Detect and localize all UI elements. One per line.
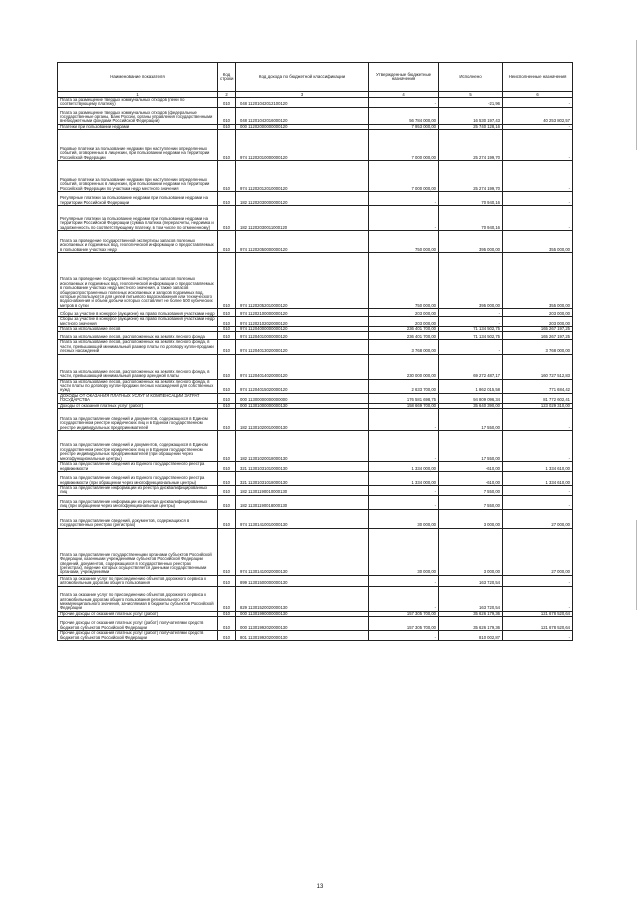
table-row	[58, 575, 573, 586]
header-executed: Исполнено	[439, 63, 503, 92]
row-executed: 70 940,16	[439, 192, 503, 206]
table-row	[58, 107, 573, 124]
table-row	[58, 130, 573, 161]
row-kbk: 974 11301410010000130	[236, 509, 369, 528]
row-unexecuted: 81 772 602,41	[503, 393, 573, 403]
row-executed: -	[439, 317, 503, 327]
row-code: 010	[218, 611, 236, 616]
row-kbk: 801 11301992020000130	[236, 631, 369, 641]
row-name: Регулярные платежи за пользование недрами при пользовании недрами на территории Российской Федерации	[58, 192, 218, 206]
row-executed: 25 274 199,70	[439, 161, 503, 192]
row-unexecuted: 165 267 197,25	[503, 332, 573, 340]
header-approved: Утвержденные бюджетные назначения	[369, 63, 439, 92]
row-name: Сборы за участие в конкурсе (аукционе) на право пользования участками недр местного значения	[58, 317, 218, 327]
row-approved: 7 000 000,00	[369, 161, 439, 192]
table-row	[58, 393, 573, 403]
table-row	[58, 206, 573, 231]
row-name: Плата за использование лесов, расположенных на землях лесного фонда	[58, 332, 218, 340]
row-approved: 1 334 000,00	[369, 462, 439, 472]
row-approved: 30 000,00	[369, 509, 439, 528]
row-code: 010	[218, 509, 236, 528]
row-approved: 7 953 000,00	[369, 124, 439, 129]
row-executed: 25 274 199,70	[439, 130, 503, 161]
header-unexecuted: Неисполненные назначения	[503, 63, 573, 92]
row-name: Плата за использование лесов, расположенных на землях лесного фонда, в части платы по договору купли-продажи лесных насаждений для собственных нужд	[58, 379, 218, 393]
table-row	[58, 485, 573, 495]
row-unexecuted: 165 267 197,25	[503, 327, 573, 332]
row-executed: 16 530 197,43	[439, 107, 503, 124]
row-executed: 7 550,00	[439, 495, 503, 509]
row-kbk: 974 11202102020000120	[236, 317, 369, 327]
row-approved: -	[369, 431, 439, 462]
row-code: 010	[218, 161, 236, 192]
row-code: 010	[218, 617, 236, 631]
page-number: 13	[316, 884, 324, 890]
row-name: Плата за использование лесов, расположенных на землях лесного фонда, в части, превышающей минимальный размер арендной платы	[58, 354, 218, 379]
table-header	[58, 63, 573, 98]
table-row	[58, 495, 573, 509]
row-executed: 35 640 390,00	[439, 403, 503, 408]
row-code: 010	[218, 403, 236, 408]
row-approved: 30 000,00	[369, 528, 439, 575]
row-kbk: 048 11201042012100120	[236, 98, 369, 108]
row-code: 010	[218, 528, 236, 575]
row-name: Плата за предоставление государственными органами субъектов Российской Федерации, казенными учреждениями субъектов Российской Федерации сведений, документов, содержащихся в государственных реестрах (регистрах), ведение которых осуществляется данными государственными органами, учреждениями	[58, 528, 218, 575]
row-kbk: 974 11202052010000120	[236, 253, 369, 309]
row-unexecuted: -	[503, 495, 573, 509]
scan-edge-mark	[636, 40, 637, 150]
row-code: 010	[218, 317, 236, 327]
row-kbk: 182 11202030011000120	[236, 206, 369, 231]
row-executed: 70 940,16	[439, 206, 503, 231]
table-row	[58, 431, 573, 462]
row-unexecuted: 121 678 520,64	[503, 611, 573, 616]
row-code: 010	[218, 327, 236, 332]
table-row	[58, 192, 573, 206]
row-executed: -610,00	[439, 462, 503, 472]
row-unexecuted: 27 000,00	[503, 528, 573, 575]
row-name: Прочие доходы от оказания платных услуг (работ) получателями средств бюджетов субъектов Российской Федерации	[58, 631, 218, 641]
row-kbk: 182 11301020010000130	[236, 409, 369, 431]
row-name: Плата за предоставление сведений из Единого государственного реестра недвижимости	[58, 462, 218, 472]
column-number: 5	[439, 92, 503, 98]
row-approved: 203 000,00	[369, 317, 439, 327]
header-name: Наименование показателя	[58, 63, 218, 92]
row-unexecuted: -	[503, 409, 573, 431]
table-row	[58, 309, 573, 317]
row-unexecuted: -	[503, 206, 573, 231]
row-unexecuted: -	[503, 124, 573, 129]
row-name: Плата за предоставление информации из реестра дисквалифицированных лиц (при обращении через многофункциональные центры)	[58, 495, 218, 509]
table-row	[58, 631, 573, 641]
row-approved: 750 000,00	[369, 231, 439, 253]
table-row	[58, 354, 573, 379]
row-approved: 230 000 000,00	[369, 354, 439, 379]
row-approved: -	[369, 631, 439, 641]
row-code: 010	[218, 107, 236, 124]
row-code: 010	[218, 393, 236, 403]
row-code: 010	[218, 485, 236, 495]
row-name: Плата за предоставление сведений и документов, содержащихся в Едином государственном реестре юридических лиц и в Едином государственном реестре индивидуальных предпринимателей	[58, 409, 218, 431]
column-number: 4	[369, 92, 439, 98]
row-approved: 157 305 700,00	[369, 617, 439, 631]
column-number: 1	[58, 92, 218, 98]
row-unexecuted: -	[503, 161, 573, 192]
row-name: Плата за оказание услуг по присоединению объектов дорожного сервиса к автомобильным дорогам общего пользования	[58, 575, 218, 586]
row-name: ДОХОДЫ ОТ ОКАЗАНИЯ ПЛАТНЫХ УСЛУГ И КОМПЕНСАЦИИ ЗАТРАТ ГОСУДАРСТВА	[58, 393, 218, 403]
row-code: 010	[218, 495, 236, 509]
row-unexecuted: 40 253 802,57	[503, 107, 573, 124]
row-executed: 17 550,00	[439, 431, 503, 462]
income-report-table	[57, 62, 573, 641]
row-kbk: 974 11204000000000120	[236, 327, 369, 332]
header-code: Код строки	[218, 63, 236, 92]
row-approved: -	[369, 98, 439, 108]
row-executed: 3 000,00	[439, 528, 503, 575]
row-approved: 2 633 700,00	[369, 379, 439, 393]
row-executed: -	[439, 309, 503, 317]
row-name: Плата за оказание услуг по присоединению объектов дорожного сервиса к автомобильным дорогам общего пользования регионального или межмуниципального значения, зачисляемая в бюджеты субъектов Российской Федерации	[58, 586, 218, 611]
row-unexecuted: 27 000,00	[503, 509, 573, 528]
row-code: 010	[218, 231, 236, 253]
row-name: Плата за предоставление сведений и документов, содержащихся в Едином государственном реестре юридических лиц и в Едином государственном реестре индивидуальных предпринимателей (при обращении через многофункциональные центры)	[58, 431, 218, 462]
row-executed: -	[439, 340, 503, 354]
row-executed: 69 272 487,17	[439, 354, 503, 379]
table-row	[58, 471, 573, 485]
row-name: Плата за предоставление информации из реестра дисквалифицированных лиц	[58, 485, 218, 495]
row-approved: 157 305 700,00	[369, 611, 439, 616]
row-unexecuted: -	[503, 431, 573, 462]
row-code: 010	[218, 98, 236, 108]
header-kbk: Код дохода по бюджетной классификации	[236, 63, 369, 92]
row-unexecuted: -	[503, 485, 573, 495]
row-unexecuted: 355 000,00	[503, 253, 573, 309]
row-executed: 7 550,00	[439, 485, 503, 495]
row-approved: -	[369, 485, 439, 495]
row-unexecuted: 771 684,42	[503, 379, 573, 393]
row-name: Плата за предоставление сведений, документов, содержащихся в государственных реестрах (регистрах)	[58, 509, 218, 528]
row-approved: 3 768 000,00	[369, 340, 439, 354]
row-code: 010	[218, 354, 236, 379]
row-kbk: 182 11301190010000130	[236, 485, 369, 495]
row-code: 010	[218, 462, 236, 472]
row-executed: 35 626 179,36	[439, 617, 503, 631]
row-executed: 94 809 096,34	[439, 393, 503, 403]
row-code: 010	[218, 309, 236, 317]
table-row	[58, 161, 573, 192]
row-executed: 1 862 015,58	[439, 379, 503, 393]
table-row	[58, 617, 573, 631]
row-approved: 56 784 000,00	[369, 107, 439, 124]
table-row	[58, 509, 573, 528]
column-number: 6	[503, 92, 573, 98]
row-name: Плата за использование лесов, расположенных на землях лесного фонда, в части, превышающей минимальный размер платы по договору купли-продажи лесных насаждений	[58, 340, 218, 354]
row-kbk: 182 11301020018000130	[236, 431, 369, 462]
row-executed: 35 626 179,36	[439, 611, 503, 616]
row-kbk: 974 11202012010000120	[236, 161, 369, 192]
row-kbk: 974 11204013020000120	[236, 340, 369, 354]
row-approved: -	[369, 206, 439, 231]
row-approved: 176 581 698,75	[369, 393, 439, 403]
row-name: Плата за проведение государственной экспертизы запасов полезных ископаемых и подземных вод, геологической информации о предоставляемых в пользование участках недр	[58, 231, 218, 253]
row-code: 010	[218, 431, 236, 462]
row-approved: -	[369, 495, 439, 509]
table-row	[58, 340, 573, 354]
row-approved: 158 669 700,00	[369, 403, 439, 408]
row-unexecuted: 1 334 610,00	[503, 471, 573, 485]
row-kbk: 000 11300000000000000	[236, 393, 369, 403]
row-executed: -610,00	[439, 471, 503, 485]
row-kbk: 048 11201042016000120	[236, 107, 369, 124]
row-unexecuted: -	[503, 586, 573, 611]
row-code: 010	[218, 631, 236, 641]
row-executed: 71 134 502,75	[439, 327, 503, 332]
row-unexecuted: -	[503, 575, 573, 586]
row-unexecuted: -	[503, 98, 573, 108]
row-kbk: 182 11202030000000120	[236, 192, 369, 206]
row-approved: 236 401 700,00	[369, 332, 439, 340]
row-approved: 203 000,00	[369, 309, 439, 317]
column-number: 3	[236, 92, 369, 98]
row-code: 010	[218, 253, 236, 309]
table-row	[58, 317, 573, 327]
table-body	[58, 98, 573, 641]
row-code: 010	[218, 332, 236, 340]
row-executed: 25 740 128,16	[439, 124, 503, 129]
row-approved: -	[369, 575, 439, 586]
row-kbk: 974 11204010000000120	[236, 332, 369, 340]
row-kbk: 974 11301410020000130	[236, 528, 369, 575]
row-code: 010	[218, 206, 236, 231]
row-code: 010	[218, 379, 236, 393]
row-code: 010	[218, 192, 236, 206]
table-row	[58, 462, 573, 472]
row-kbk: 000 11301000000000130	[236, 403, 369, 408]
row-name: Плата за проведение государственной экспертизы запасов полезных ископаемых и подземных вод, геологической информации о предоставляемых в пользование участках недр местного значения, а также запасов общераспространенных полезных ископаемых и запасов подземных вод, которые используются для целей питьевого водоснабжения или технического водоснабжения и объем добычи которых составляет не более 500 кубических метров в сутки	[58, 253, 218, 309]
row-code: 010	[218, 409, 236, 431]
row-name: Платежи при пользовании недрами	[58, 124, 218, 129]
table-row	[58, 586, 573, 611]
row-name: Плата за размещение твердых коммунальных отходов (пени по соответствующему платежу)	[58, 98, 218, 108]
row-name: Доходы от оказания платных услуг (работ)	[58, 403, 218, 408]
row-approved: 1 334 000,00	[369, 471, 439, 485]
row-unexecuted: -	[503, 631, 573, 641]
table-row	[58, 409, 573, 431]
row-code: 010	[218, 124, 236, 129]
row-kbk: 974 11202100000000120	[236, 309, 369, 317]
row-kbk: 974 11204014020000120	[236, 354, 369, 379]
row-approved: -	[369, 192, 439, 206]
table-row	[58, 231, 573, 253]
row-unexecuted: 203 000,00	[503, 317, 573, 327]
row-kbk: 182 11301190018000130	[236, 495, 369, 509]
row-approved: 7 000 000,00	[369, 130, 439, 161]
row-name: Прочие доходы от оказания платных услуг (работ)	[58, 611, 218, 616]
row-unexecuted: 1 334 610,00	[503, 462, 573, 472]
row-name: Сборы за участие в конкурсе (аукционе) на право пользования участками недр	[58, 309, 218, 317]
scan-edge-mark	[636, 520, 637, 610]
row-executed: 71 134 502,75	[439, 332, 503, 340]
row-unexecuted: 123 029 310,00	[503, 403, 573, 408]
row-executed: -21,96	[439, 98, 503, 108]
row-name: Разовые платежи за пользование недрами при наступлении определенных событий, оговоренных в лицензии, при пользовании недрами на территории Российской Федерации по участкам недр местного значения	[58, 161, 218, 192]
row-unexecuted: 355 000,00	[503, 231, 573, 253]
row-executed: 395 000,00	[439, 231, 503, 253]
row-kbk: 974 11204015020000120	[236, 379, 369, 393]
row-kbk: 974 11202010000000120	[236, 130, 369, 161]
row-kbk: 899 11301500000000130	[236, 575, 369, 586]
table-row	[58, 379, 573, 393]
row-executed: 3 000,00	[439, 509, 503, 528]
row-unexecuted: 121 678 520,64	[503, 617, 573, 631]
row-code: 010	[218, 586, 236, 611]
row-kbk: 829 11301520020000130	[236, 586, 369, 611]
row-kbk: 000 11301992020000130	[236, 617, 369, 631]
row-name: Разовые платежи за пользование недрами при наступлении определенных событий, оговоренных в лицензии, при пользовании недрами на территории Российской Федерации	[58, 130, 218, 161]
row-executed: 163 720,54	[439, 575, 503, 586]
row-code: 010	[218, 471, 236, 485]
row-kbk: 974 11202050000000120	[236, 231, 369, 253]
row-name: Плата за использование лесов	[58, 327, 218, 332]
row-approved: -	[369, 586, 439, 611]
row-kbk: 000 11202000000000120	[236, 124, 369, 129]
row-name: Регулярные платежи за пользование недрами при пользовании недрами на территории Российской Федерации (сумма платежа (перерасчеты, недоимка и задолженность по соответствующему платежу, в том числе по отмененному)	[58, 206, 218, 231]
row-executed: 163 720,54	[439, 586, 503, 611]
table-row	[58, 253, 573, 309]
row-executed: 810 002,87	[439, 631, 503, 641]
row-code: 010	[218, 340, 236, 354]
row-kbk: 000 11301990000000130	[236, 611, 369, 616]
row-approved: 236 401 700,00	[369, 327, 439, 332]
row-kbk: 321 11301031018000130	[236, 471, 369, 485]
row-code: 010	[218, 575, 236, 586]
table-row	[58, 98, 573, 108]
table-row	[58, 528, 573, 575]
row-executed: 395 000,00	[439, 253, 503, 309]
column-number: 2	[218, 92, 236, 98]
table-row	[58, 332, 573, 340]
row-kbk: 321 11301031010000130	[236, 462, 369, 472]
row-unexecuted: 203 000,00	[503, 309, 573, 317]
row-name: Плата за размещение твердых коммунальных отходов (федеральные государственные органы, Банк России, органы управления государственными внебюджетными фондами Российской Федерации)	[58, 107, 218, 124]
row-name: Плата за предоставление сведений из Единого государственного реестра недвижимости (при обращении через многофункциональные центры)	[58, 471, 218, 485]
row-unexecuted: 3 768 000,00	[503, 340, 573, 354]
row-code: 010	[218, 130, 236, 161]
row-unexecuted: -	[503, 192, 573, 206]
row-approved: -	[369, 409, 439, 431]
row-unexecuted: 160 727 512,83	[503, 354, 573, 379]
row-executed: 17 550,00	[439, 409, 503, 431]
row-unexecuted: -	[503, 130, 573, 161]
row-approved: 750 000,00	[369, 253, 439, 309]
row-name: Прочие доходы от оказания платных услуг (работ) получателями средств бюджетов субъектов Российской Федерации	[58, 617, 218, 631]
